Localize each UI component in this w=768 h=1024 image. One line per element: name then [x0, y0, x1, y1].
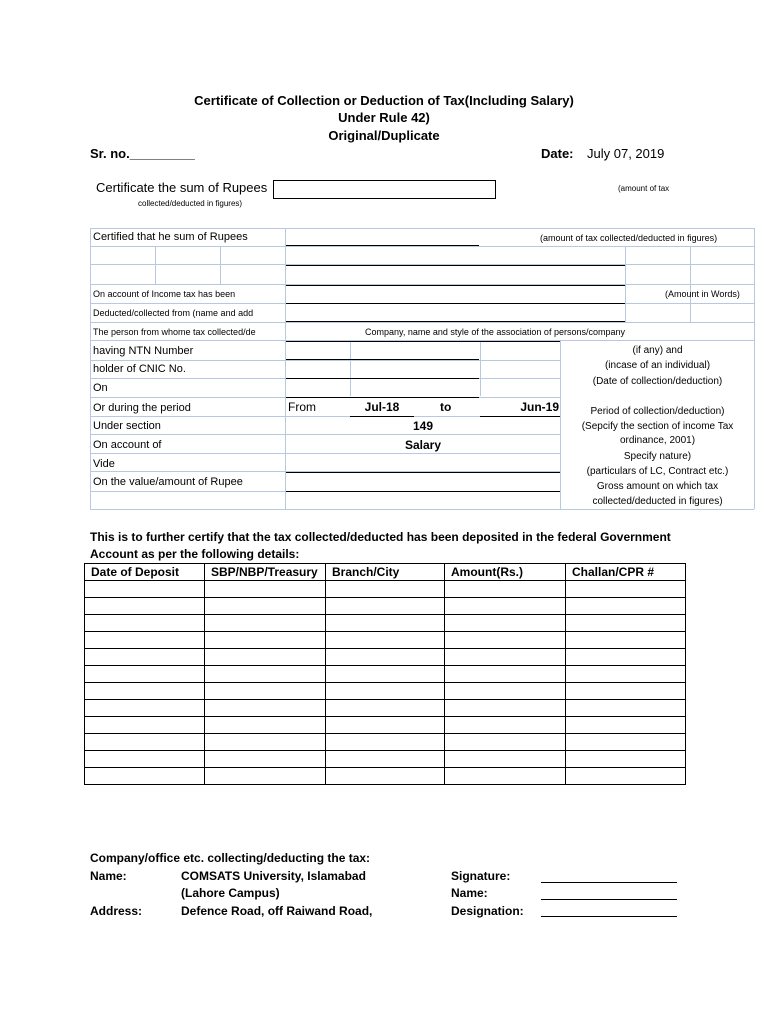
section-label: Under section — [93, 420, 161, 432]
certificate-title: Certificate of Collection or Deduction of Tax(Including Salary) — [194, 93, 574, 108]
table-cell[interactable] — [445, 734, 566, 751]
on-note: (Date of collection/deduction) — [592, 376, 723, 387]
table-row — [85, 768, 686, 785]
column-header: Branch/City — [326, 564, 445, 581]
column-header: SBP/NBP/Treasury — [205, 564, 326, 581]
from-label: From — [288, 400, 316, 414]
table-cell[interactable] — [205, 683, 326, 700]
table-cell[interactable] — [326, 598, 445, 615]
table-cell[interactable] — [566, 615, 686, 632]
column-header: Challan/CPR # — [566, 564, 686, 581]
table-cell[interactable] — [445, 649, 566, 666]
signature-label: Signature: — [451, 869, 511, 883]
table-cell[interactable] — [85, 734, 205, 751]
vide-note: (particulars of LC, Contract etc.) — [586, 466, 729, 477]
table-cell[interactable] — [85, 666, 205, 683]
vide-label: Vide — [93, 458, 115, 470]
table-cell[interactable] — [566, 700, 686, 717]
deducted-from-label: Deducted/collected from (name and add — [93, 308, 254, 318]
value-note-2: collected/deducted in figures) — [592, 496, 723, 507]
value-label: On the value/amount of Rupee — [93, 476, 243, 488]
designation-line[interactable] — [541, 916, 677, 917]
table-cell[interactable] — [205, 581, 326, 598]
table-cell[interactable] — [445, 581, 566, 598]
table-cell[interactable] — [85, 581, 205, 598]
table-cell[interactable] — [205, 615, 326, 632]
table-cell[interactable] — [326, 632, 445, 649]
period-note: Period of collection/deduction) — [590, 406, 725, 417]
address-label: Address: — [90, 904, 143, 918]
table-cell[interactable] — [326, 666, 445, 683]
rupees-label: Certificate the sum of Rupees — [96, 180, 268, 195]
table-cell[interactable] — [445, 666, 566, 683]
table-cell[interactable] — [326, 649, 445, 666]
on-label: On — [93, 382, 108, 394]
table-cell[interactable] — [85, 717, 205, 734]
table-cell[interactable] — [445, 768, 566, 785]
copy-type: Original/Duplicate — [328, 128, 440, 143]
section-value: 149 — [412, 419, 434, 433]
table-cell[interactable] — [566, 768, 686, 785]
table-row — [85, 734, 686, 751]
rule-reference: Under Rule 42) — [338, 110, 430, 125]
table-cell[interactable] — [566, 649, 686, 666]
table-cell[interactable] — [566, 734, 686, 751]
ntn-label: having NTN Number — [93, 345, 194, 357]
deposit-table — [84, 563, 686, 785]
table-cell[interactable] — [326, 717, 445, 734]
table-cell[interactable] — [445, 700, 566, 717]
table-row — [85, 666, 686, 683]
income-tax-label: On account of Income tax has been — [93, 289, 236, 299]
table-cell[interactable] — [326, 615, 445, 632]
table-cell[interactable] — [205, 632, 326, 649]
table-cell[interactable] — [205, 751, 326, 768]
to-value: Jun-19 — [520, 400, 559, 414]
table-cell[interactable] — [85, 598, 205, 615]
table-cell[interactable] — [85, 649, 205, 666]
signature-line[interactable] — [541, 882, 677, 883]
table-cell[interactable] — [445, 615, 566, 632]
period-label: Or during the period — [93, 402, 191, 414]
table-cell[interactable] — [566, 581, 686, 598]
designation-label: Designation: — [451, 904, 524, 918]
table-row — [85, 632, 686, 649]
to-label: to — [440, 400, 452, 414]
date-value: July 07, 2019 — [587, 146, 665, 161]
table-cell[interactable] — [326, 683, 445, 700]
table-cell[interactable] — [205, 768, 326, 785]
table-cell[interactable] — [445, 751, 566, 768]
signer-name-line[interactable] — [541, 899, 677, 900]
table-cell[interactable] — [205, 649, 326, 666]
deposit-intro-line-1: This is to further certify that the tax collected/deducted has been deposited in the federal Government — [90, 530, 671, 544]
table-cell[interactable] — [85, 700, 205, 717]
deposit-intro-line-2: Account as per the following details: — [90, 547, 300, 561]
footer-heading: Company/office etc. collecting/deducting the tax: — [90, 851, 371, 865]
certified-label: Certified that he sum of Rupees — [93, 231, 248, 243]
section-note-1: (Sepcify the section of income Tax — [581, 421, 734, 432]
table-cell[interactable] — [326, 581, 445, 598]
table-cell[interactable] — [566, 632, 686, 649]
table-cell[interactable] — [326, 734, 445, 751]
from-value: Jul-18 — [364, 400, 400, 414]
table-cell[interactable] — [205, 734, 326, 751]
amount-words-note: (Amount in Words) — [665, 289, 740, 299]
table-cell[interactable] — [445, 632, 566, 649]
table-cell[interactable] — [326, 751, 445, 768]
table-cell[interactable] — [85, 751, 205, 768]
deposit-table-header — [85, 564, 686, 581]
table-cell[interactable] — [445, 683, 566, 700]
rupees-sub-label: collected/deducted in figures) — [138, 199, 243, 208]
table-row — [85, 700, 686, 717]
table-cell[interactable] — [205, 717, 326, 734]
table-cell[interactable] — [85, 615, 205, 632]
rupees-amount-box[interactable] — [273, 180, 496, 199]
certified-note: (amount of tax collected/deducted in figures) — [540, 233, 718, 243]
column-header: Date of Deposit — [85, 564, 205, 581]
table-cell[interactable] — [205, 700, 326, 717]
table-cell[interactable] — [85, 683, 205, 700]
column-header: Amount(Rs.) — [445, 564, 566, 581]
cnic-note: (incase of an individual) — [604, 360, 711, 371]
table-cell[interactable] — [566, 598, 686, 615]
table-cell[interactable] — [85, 632, 205, 649]
cnic-label: holder of CNIC No. — [93, 363, 186, 375]
table-row — [85, 649, 686, 666]
table-cell[interactable] — [566, 683, 686, 700]
account-value: Salary — [404, 438, 442, 452]
name-value-line-2: (Lahore Campus) — [181, 886, 280, 900]
date-label: Date: — [541, 146, 574, 161]
table-row — [85, 717, 686, 734]
table-row — [85, 751, 686, 768]
rupees-note: (amount of tax — [618, 184, 670, 193]
value-note-1: Gross amount on which tax — [596, 481, 719, 492]
ntn-note: (if any) and — [632, 345, 683, 356]
account-label: On account of — [93, 439, 162, 451]
address-value: Defence Road, off Raiwand Road, — [181, 904, 373, 918]
table-cell[interactable] — [445, 598, 566, 615]
table-cell[interactable] — [326, 700, 445, 717]
name-value-line-1: COMSATS University, Islamabad — [181, 869, 366, 883]
table-cell[interactable] — [445, 717, 566, 734]
table-cell[interactable] — [205, 666, 326, 683]
table-cell[interactable] — [566, 666, 686, 683]
table-cell[interactable] — [85, 768, 205, 785]
company-note: Company, name and style of the association of persons/company — [365, 327, 625, 337]
signer-name-label: Name: — [451, 886, 488, 900]
table-row — [85, 615, 686, 632]
section-note-2: ordinance, 2001) — [619, 435, 696, 446]
table-row — [85, 683, 686, 700]
table-cell[interactable] — [566, 751, 686, 768]
table-cell[interactable] — [326, 768, 445, 785]
serial-number: Sr. no._________ — [90, 146, 195, 161]
table-row — [85, 581, 686, 598]
person-label: The person from whome tax collected/de — [93, 327, 256, 337]
account-note: Specify nature) — [623, 451, 692, 462]
table-cell[interactable] — [566, 717, 686, 734]
name-label: Name: — [90, 869, 127, 883]
table-row — [85, 598, 686, 615]
table-cell[interactable] — [205, 598, 326, 615]
